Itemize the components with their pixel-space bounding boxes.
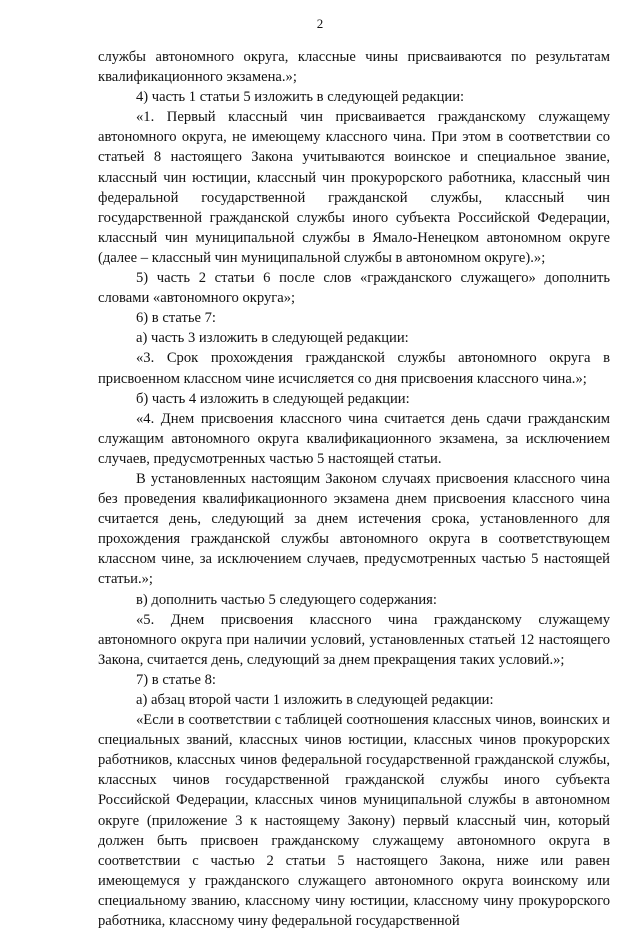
paragraph: «Если в соответствии с таблицей соотношения классных чинов, воинских и специальных званий, классных чинов юстиции, классных чинов прокурорских работников, классных чинов федеральной государственной гражданской службы, классных чинов государственной гражданской службы иного субъекта Российской Федерации, классных чинов муниципальной службы в автономном округе (приложение 3 к настоящему Закону) первый классный чин, который должен быть присвоен гражданскому служащему автономного округа в соответствии с частью 2 статьи 5 настоящего Закона, ниже или равен имеющемуся у гражданского служащего автономного округа воинскому или специальному званию, классному чину юстиции, классному чину прокурорского работника, классному чину федеральной государственной: [98, 712, 610, 930]
paragraph: в) дополнить частью 5 следующего содержания:: [136, 591, 437, 608]
paragraph: «3. Срок прохождения гражданской службы автономного округа в присвоенном классном чине исчисляется со дня присвоения классного чина.»;: [98, 350, 610, 387]
paragraph: 7) в статье 8:: [136, 671, 216, 688]
paragraph: 5) часть 2 статьи 6 после слов «гражданского служащего» дополнить словами «автономного округа»;: [98, 270, 610, 307]
paragraph: а) часть 3 изложить в следующей редакции:: [136, 330, 409, 347]
paragraph: 4) часть 1 статьи 5 изложить в следующей редакции:: [136, 89, 465, 106]
paragraph: а) абзац второй части 1 изложить в следующей редакции:: [136, 692, 494, 708]
paragraph: «4. Днем присвоения классного чина считается день сдачи гражданским служащим автономного округа квалификационного экзамена, за исключением случаев, предусмотренных частью 5 настоящей статьи.: [98, 410, 610, 467]
paragraph: 6) в статье 7:: [136, 310, 216, 327]
paragraph: «1. Первый классный чин присваивается гражданскому служащему автономного округа, не имеющему классного чина. При этом в соответствии со статьей 8 настоящего Закона учитываются воинское и специальное звание, классный чин юстиции, классный чин прокурорского работника, классный чин федеральной государственной гражданской службы, классный чин государственной гражданской службы иного субъекта Российской Федерации, классный чин муниципальной службы в Ямало-Ненецком автономном округе (далее – классный чин муниципальной службы в автономном округе).»;: [98, 109, 610, 266]
paragraph: В установленных настоящим Законом случаях присвоения классного чина без проведения квалификационного экзамена днем присвоения классного чина считается день, следующий за днем истечения срока, установленного для прохождения гражданской службы автономного округа в соответствующем классном чине, за исключением случаев, предусмотренных частью 5 настоящей статьи.»;: [98, 470, 610, 588]
paragraph: службы автономного округа, классные чины присваиваются по результатам квалификационного экзамена.»;: [98, 49, 610, 86]
document-body: [98, 47, 610, 931]
page-number: 2: [316, 16, 324, 31]
paragraph: «5. Днем присвоения классного чина гражданскому служащему автономного округа при наличии условий, установленных статьей 12 настоящего Закона, считается день, следующий за днем прекращения таких условий.»;: [98, 611, 610, 668]
paragraph: б) часть 4 изложить в следующей редакции:: [136, 390, 410, 407]
